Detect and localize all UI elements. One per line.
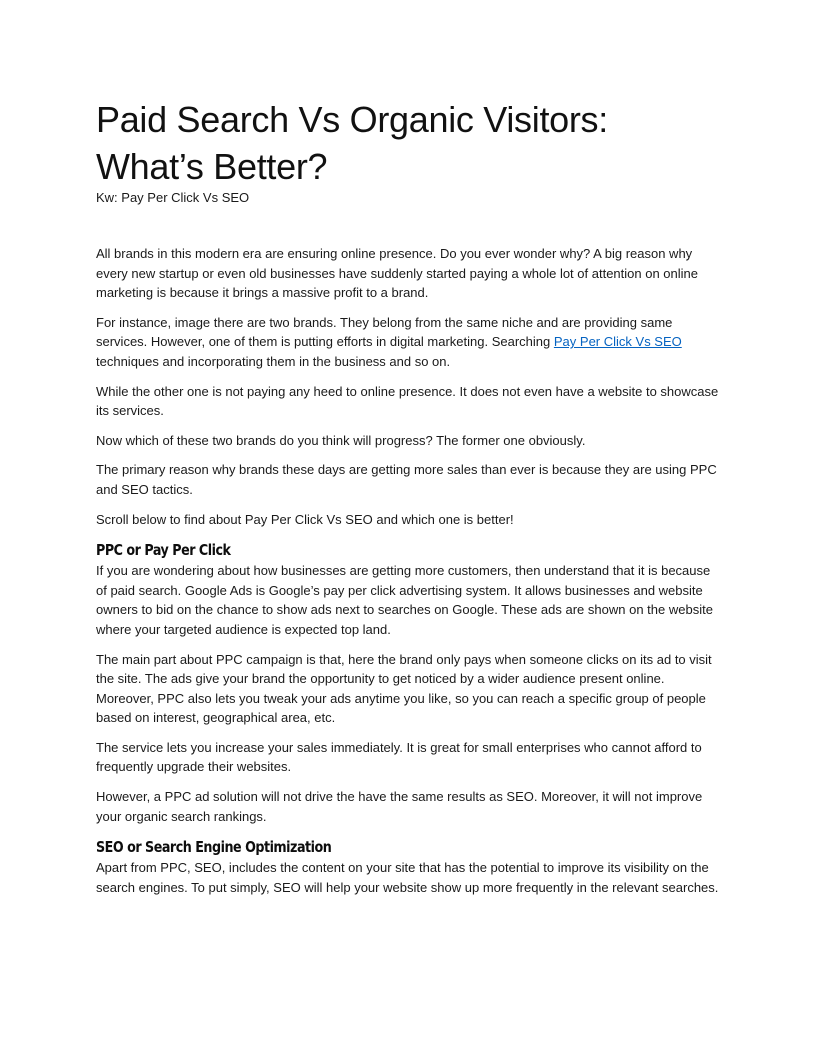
document-page [96, 96, 724, 907]
ppc-paragraph-4: However, a PPC ad solution will not drive the have the same results as SEO. Moreover, it will not improve your organic search rankings. [96, 789, 703, 824]
intro-paragraph-4: Now which of these two brands do you think will progress? The former one obviously. [96, 432, 586, 448]
intro-paragraph-5: The primary reason why brands these days are getting more sales than ever is because they are using PPC and SEO tactics. [96, 462, 717, 497]
pay-per-click-vs-seo-link[interactable]: Pay Per Click Vs SEO [553, 334, 682, 350]
ppc-paragraph-2: The main part about PPC campaign is that, here the brand only pays when someone clicks on its ad to visit the site. The ads give your brand the opportunity to get noticed by a wider audience present online. Moreover, PPC also lets you tweak your ads anytime you like, so you can reach a specific group of people based on interest, geographical area, etc. [96, 651, 712, 726]
ppc-paragraph-1: If you are wondering about how businesses are getting more customers, then understand that it is because of paid search. Google Ads is Google’s pay per click advertising system. It allows businesses and website owners to bid on the chance to show ads next to searches on Google. These ads are shown on the website where your targeted audience is expected top land. [96, 563, 713, 637]
keyword-line: Kw: Pay Per Click Vs SEO [96, 190, 250, 205]
page-title: Paid Search Vs Organic Visitors: What’s Better? [96, 99, 608, 187]
ppc-paragraph-3: The service lets you increase your sales immediately. It is great for small enterprises who cannot afford to frequently upgrade their websites. [96, 739, 702, 775]
intro-paragraph-3: While the other one is not paying any heed to online presence. It does not even have a website to showcase its services. [96, 383, 719, 419]
intro-paragraph-1: All brands in this modern era are ensuring online presence. Do you ever wonder why? A big reason why every new startup or even old businesses have suddenly started paying a whole lot of attention on online marketing is because it brings a massive profit to a brand. [96, 246, 698, 301]
seo-paragraph-1: Apart from PPC, SEO, includes the content on your site that has the potential to improve its visibility on the search engines. To put simply, SEO will help your website show up more frequently in the relevant searches. [96, 860, 719, 895]
intro-paragraph-2 [96, 313, 724, 372]
intro-paragraph-2-text-before: For instance, image there are two brands. They belong from the same niche and are providing same services. However, one of them is putting efforts in digital marketing. Searching [96, 314, 673, 350]
intro-paragraph-2-text-after: techniques and incorporating them in the business and so on. [96, 353, 451, 369]
section-heading-ppc: PPC or Pay Per Click [96, 541, 231, 560]
intro-paragraph-6: Scroll below to find about Pay Per Click Vs SEO and which one is better! [96, 511, 514, 527]
section-heading-seo: SEO or Search Engine Optimization [96, 838, 332, 857]
spacer [96, 208, 724, 244]
